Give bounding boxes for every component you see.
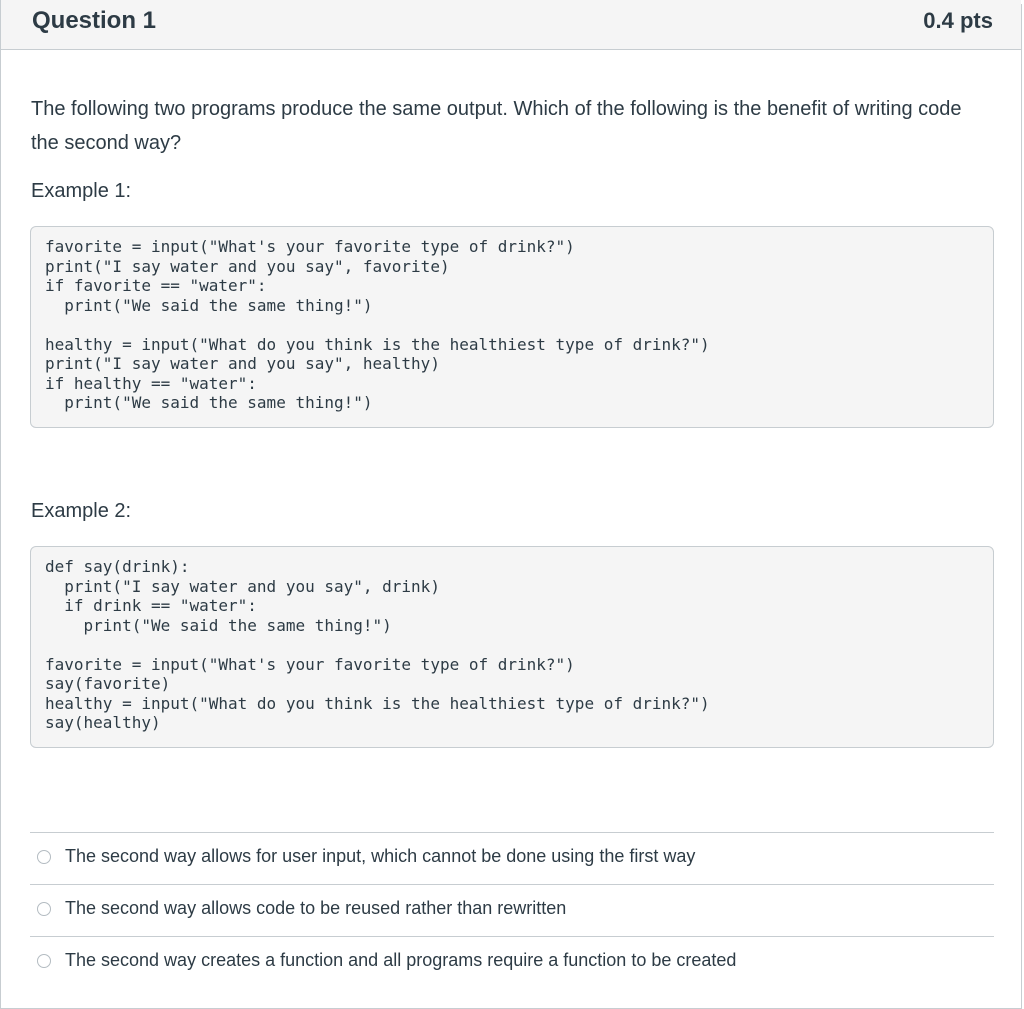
radio-button[interactable]	[37, 902, 51, 916]
example-1-code: favorite = input("What's your favorite type of drink?") print("I say water and you say", favorite) if favorite == "water": print("We said the same thing!") healthy = input("What do you think is the healthiest type of drink?") print("I say water and you say", healthy) if healthy == "water": print("We said the same thing!")	[30, 226, 994, 428]
radio-button[interactable]	[37, 850, 51, 864]
question-header	[1, 0, 1021, 50]
answer-option[interactable]	[30, 832, 994, 884]
example-2-code: def say(drink): print("I say water and you say", drink) if drink == "water": print("We said the same thing!") favorite = input("What's your favorite type of drink?") say(favorite) healthy = input("What do you think is the healthiest type of drink?") say(healthy)	[30, 546, 994, 748]
answer-label[interactable]: The second way allows code to be reused rather than rewritten	[65, 898, 567, 918]
question-title: Question 1	[32, 7, 157, 34]
radio-button[interactable]	[37, 954, 51, 968]
answer-label[interactable]: The second way creates a function and all programs require a function to be created	[65, 950, 737, 970]
question-prompt: The following two programs produce the same output. Which of the following is the benefit of writing code the second way?	[31, 98, 962, 154]
answer-option[interactable]	[30, 936, 994, 988]
answer-option[interactable]	[30, 884, 994, 936]
answer-list	[30, 832, 994, 988]
example-2-label: Example 2:	[31, 500, 132, 522]
answer-label[interactable]: The second way allows for user input, which cannot be done using the first way	[65, 846, 696, 866]
example-1-label: Example 1:	[31, 180, 132, 202]
question-points: 0.4 pts	[923, 8, 993, 33]
